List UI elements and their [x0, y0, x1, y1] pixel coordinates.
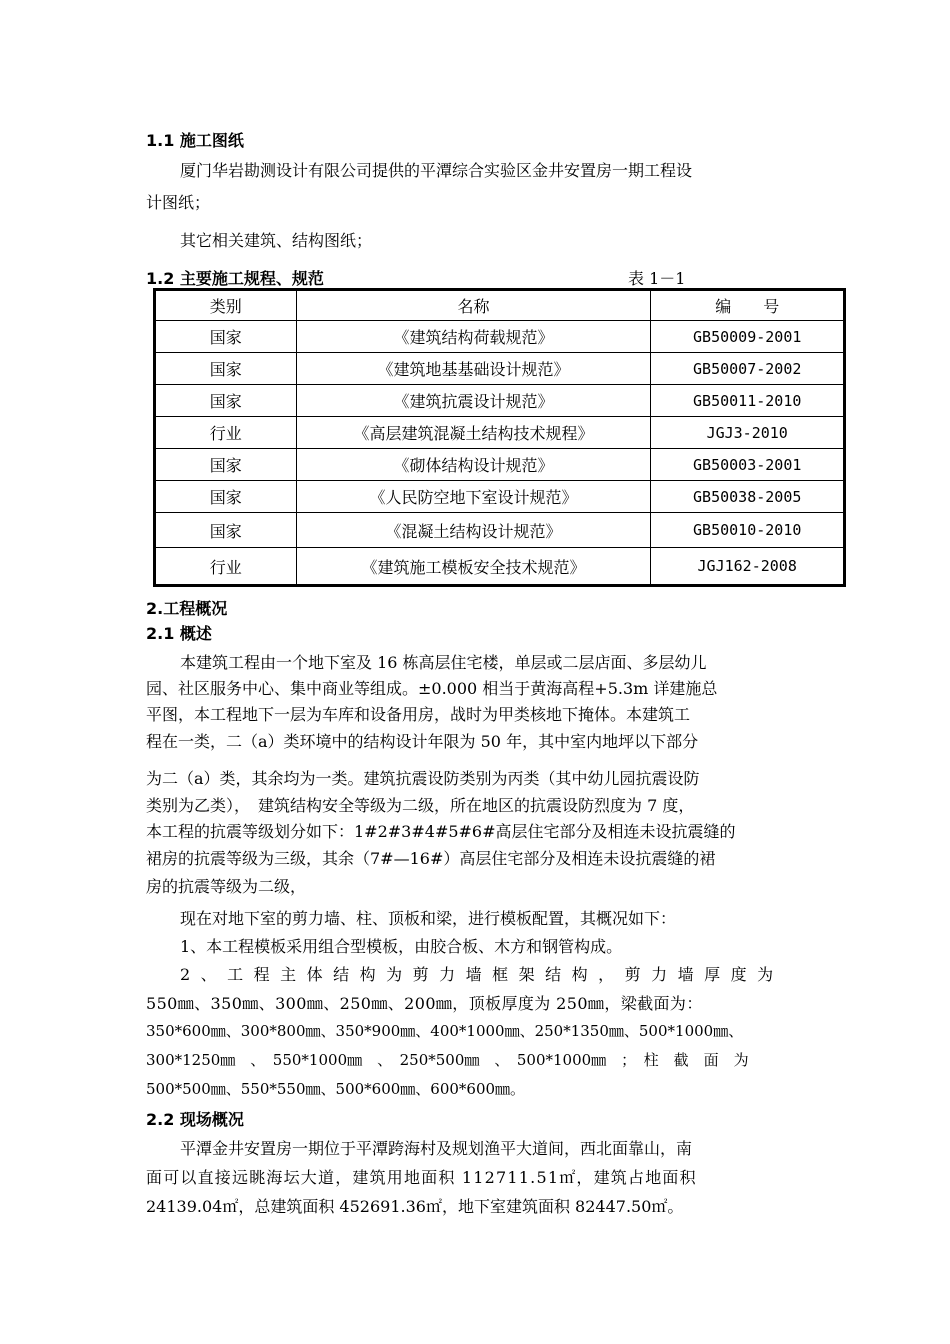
config-item-2-line: 300*1250㎜ 、 550*1000㎜ 、 250*500㎜ 、 500*1000㎜ ； 柱 截 面 为	[146, 1051, 749, 1069]
overview-line: 裙房的抗震等级为三级，其余（7#—16#）高层住宅部分及相连未设抗震缝的裙	[146, 849, 716, 868]
cell-name: 《人民防空地下室设计规范》	[296, 481, 651, 513]
table-header-row	[155, 290, 845, 321]
overview-line: 房的抗震等级为二级，	[146, 877, 307, 896]
cell-code: GB50003-2001	[651, 449, 845, 481]
overview-line: 类别为乙类）， 建筑结构安全等级为二级，所在地区的抗震设防烈度为 7 度，	[146, 796, 695, 815]
table-row	[155, 417, 845, 449]
table-row	[155, 321, 845, 353]
table-row	[155, 353, 845, 385]
overview-line: 程在一类，二（a）类环境中的结构设计年限为 50 年，其中室内地坪以下部分	[146, 732, 699, 751]
cell-category: 国家	[155, 481, 297, 513]
overview-line: 为二（a）类，其余均为一类。建筑抗震设防类别为丙类（其中幼儿园抗震设防	[146, 769, 700, 788]
cell-category: 国家	[155, 321, 297, 353]
cell-code: JGJ3-2010	[651, 417, 845, 449]
site-line: 24139.04㎡，总建筑面积 452691.36㎡，地下室建筑面积 82447.50㎡。	[146, 1197, 684, 1216]
cell-category: 国家	[155, 385, 297, 417]
standards-table	[153, 288, 846, 587]
cell-code: GB50011-2010	[651, 385, 845, 417]
section-1-1-paragraph-2: 其它相关建筑、结构图纸；	[180, 231, 373, 250]
section-2-1-heading: 2.1 概述	[146, 624, 212, 643]
config-item-2-line: 350*600㎜、300*800㎜、350*900㎜、400*1000㎜、250*1350㎜、500*1000㎜、	[146, 1022, 744, 1040]
cell-name: 《高层建筑混凝土结构技术规程》	[296, 417, 651, 449]
table-label: 表 1－1	[628, 269, 686, 288]
overview-line: 园、社区服务中心、集中商业等组成。±0.000 相当于黄海高程+5.3m 详建施总	[146, 679, 718, 698]
cell-code: GB50007-2002	[651, 353, 845, 385]
cell-name: 《建筑抗震设计规范》	[296, 385, 651, 417]
table-row	[155, 548, 845, 586]
site-line: 面可以直接远眺海坛大道，建筑用地面积 112711.51㎡，建筑占地面积	[146, 1168, 697, 1187]
section-1-1-heading: 1.1 施工图纸	[146, 131, 244, 150]
config-item-1: 1、本工程模板采用组合型模板，由胶合板、木方和钢管构成。	[180, 937, 623, 956]
cell-category: 国家	[155, 353, 297, 385]
cell-name: 《建筑施工模板安全技术规范》	[296, 548, 651, 586]
section-1-1-paragraph-line-2: 计图纸；	[146, 193, 211, 212]
section-2-2-heading: 2.2 现场概况	[146, 1110, 244, 1129]
cell-name: 《建筑地基基础设计规范》	[296, 353, 651, 385]
table-row	[155, 449, 845, 481]
cell-category: 国家	[155, 513, 297, 548]
header-category: 类别	[155, 290, 297, 321]
site-line: 平潭金井安置房一期位于平潭跨海村及规划渔平大道间，西北面靠山，南	[180, 1139, 693, 1158]
config-intro: 现在对地下室的剪力墙、柱、顶板和梁，进行模板配置，其概况如下：	[180, 909, 677, 928]
section-1-1-paragraph-line-1: 厦门华岩勘测设计有限公司提供的平潭综合实验区金井安置房一期工程设	[180, 161, 693, 180]
cell-code: GB50009-2001	[651, 321, 845, 353]
section-1-2-heading: 1.2 主要施工规程、规范	[146, 269, 324, 288]
table-row	[155, 481, 845, 513]
config-item-2-line: 2、工程主体结构为剪力墙框架结构，剪力墙厚度为	[180, 965, 784, 984]
overview-line: 本工程的抗震等级划分如下：1#2#3#4#5#6#高层住宅部分及相连未设抗震缝的	[146, 822, 736, 841]
table-row	[155, 513, 845, 548]
cell-name: 《建筑结构荷载规范》	[296, 321, 651, 353]
overview-line: 本建筑工程由一个地下室及 16 栋高层住宅楼，单层或二层店面、多层幼儿	[180, 653, 707, 672]
cell-name: 《砌体结构设计规范》	[296, 449, 651, 481]
cell-code: GB50010-2010	[651, 513, 845, 548]
cell-category: 行业	[155, 417, 297, 449]
header-name: 名称	[296, 290, 651, 321]
cell-category: 国家	[155, 449, 297, 481]
cell-code: GB50038-2005	[651, 481, 845, 513]
header-code: 编 号	[651, 290, 845, 321]
table-row	[155, 385, 845, 417]
cell-name: 《混凝土结构设计规范》	[296, 513, 651, 548]
overview-line: 平图，本工程地下一层为车库和设备用房，战时为甲类核地下掩体。本建筑工	[146, 705, 691, 724]
config-item-2-line: 500*500㎜、550*550㎜、500*600㎜、600*600㎜。	[146, 1080, 526, 1098]
cell-category: 行业	[155, 548, 297, 586]
config-item-2-line: 550㎜、350㎜、300㎜、250㎜、200㎜，顶板厚度为 250㎜，梁截面为：	[146, 994, 703, 1013]
cell-code: JGJ162-2008	[651, 548, 845, 586]
section-2-heading: 2.工程概况	[146, 599, 228, 618]
